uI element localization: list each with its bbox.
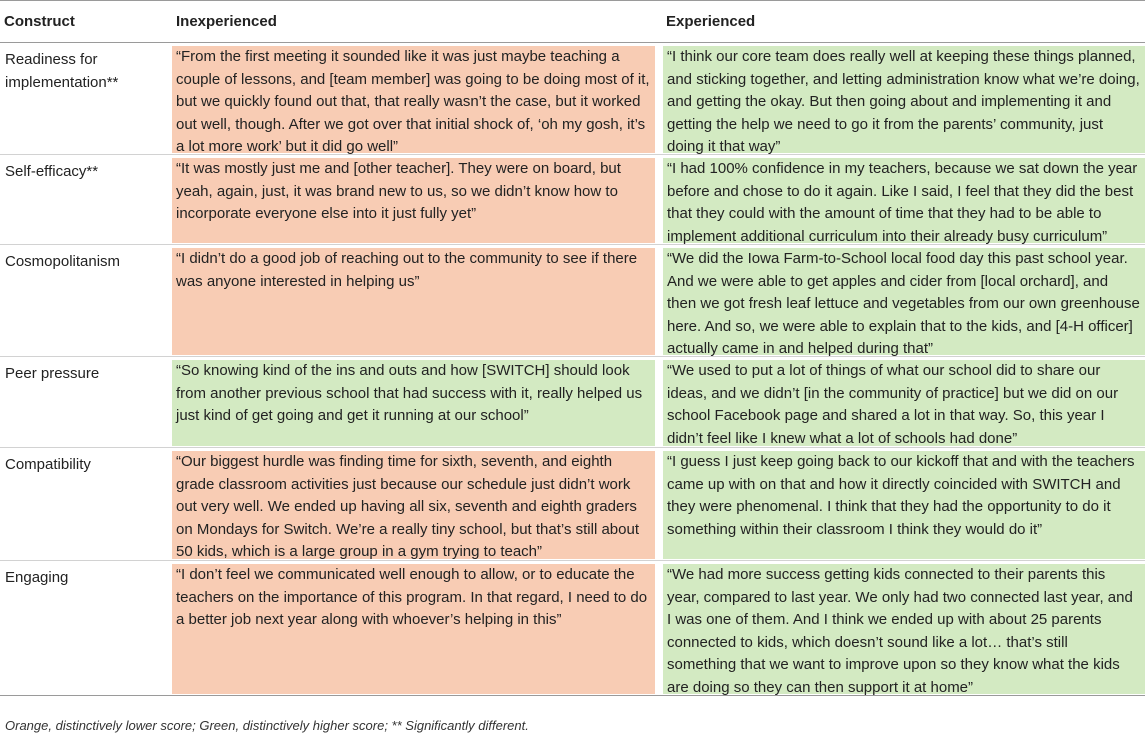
inexperienced-quote: “I don’t feel we communicated well enough to allow, or to educate the teachers on the importance of this program. In that regard, I need to do a better job next year along with whoever’s helping in this” <box>172 564 655 694</box>
table-header-row <box>0 1 1145 43</box>
header-experienced: Experienced <box>661 1 1145 43</box>
inexperienced-quote: “Our biggest hurdle was finding time for sixth, seventh, and eighth grade classroom activities just because our schedule just didn’t work out very well. We ended up having all six, seventh and eighth graders on Mondays for Switch. We’re a really tiny school, but that’s still about 50 kids, which is a large group in a gym trying to teach” <box>172 451 655 559</box>
experienced-quote: “I guess I just keep going back to our kickoff that and with the teachers came up with on that and how it directly coincided with SWITCH and they were phenomenal. I think that they had the opportunity to do it something within their classroom I think they would do it” <box>663 451 1145 559</box>
header-construct: Construct <box>0 1 172 43</box>
construct-cell: Engaging <box>0 561 172 696</box>
experienced-quote: “I had 100% confidence in my teachers, because we sat down the year before and chose to do it again. Like I said, I feel that they did the best that they could with the amount of time that they had to be able to implement additional curriculum into their already busy curriculum” <box>663 158 1145 243</box>
construct-cell: Compatibility <box>0 448 172 561</box>
inexperienced-quote: “From the first meeting it sounded like it was just maybe teaching a couple of lessons, and [team member] was going to be doing most of it, but we quickly found out that, that really wasn’t the case, but it worked out well, though. After we got over that initial shock of, ‘oh my gosh, it’s a lot more work’ but it did go well” <box>172 46 655 153</box>
construct-cell: Readiness for implementation** <box>0 43 172 155</box>
experienced-quote: “We did the Iowa Farm-to-School local food day this past school year. And we were able to get apples and cider from [local orchard], and then we got fresh leaf lettuce and vegetables from our own greenhouse here. And so, we were able to explain that to the kids, and [4-H officer] actually came in and helped during that” <box>663 248 1145 355</box>
construct-cell: Peer pressure <box>0 357 172 448</box>
table-footnote: Orange, distinctively lower score; Green, distinctively higher score; ** Significantly different. <box>5 718 529 733</box>
table-row <box>0 561 1145 696</box>
table-row <box>0 448 1145 561</box>
inexperienced-quote: “I didn’t do a good job of reaching out to the community to see if there was anyone interested in helping us” <box>172 248 655 355</box>
table-row <box>0 155 1145 245</box>
construct-cell: Cosmopolitanism <box>0 245 172 357</box>
construct-cell: Self-efficacy** <box>0 155 172 245</box>
experienced-quote: “I think our core team does really well at keeping these things planned, and sticking together, and letting administration know what we’re doing, and getting the okay. But then going about and implementing it and getting the help we need to go it from the parents’ community, just doing it that way” <box>663 46 1145 153</box>
header-inexperienced: Inexperienced <box>172 1 661 43</box>
experienced-quote: “We used to put a lot of things of what our school did to share our ideas, and we didn’t [in the community of practice] but we did on our school Facebook page and shared a lot in that way. So, this year I didn’t feel like I knew what a lot of schools had done” <box>663 360 1145 446</box>
table-row <box>0 357 1145 448</box>
table-row <box>0 43 1145 155</box>
table-row <box>0 245 1145 357</box>
experienced-quote: “We had more success getting kids connected to their parents this year, compared to last year. We only had two connected last year, and I was one of them. And I think we ended up with about 25 parents connected to kids, which doesn’t sound like a lot… that’s still something that we want to improve upon so they know what the kids are doing so they can then support it at home” <box>663 564 1145 694</box>
inexperienced-quote: “So knowing kind of the ins and outs and how [SWITCH] should look from another previous school that had success with it, really helped us just kind of get going and get it running at our school” <box>172 360 655 446</box>
inexperienced-quote: “It was mostly just me and [other teacher]. They were on board, but yeah, again, just, it was brand new to us, so we didn’t know how to incorporate everyone else into it just fully yet” <box>172 158 655 243</box>
